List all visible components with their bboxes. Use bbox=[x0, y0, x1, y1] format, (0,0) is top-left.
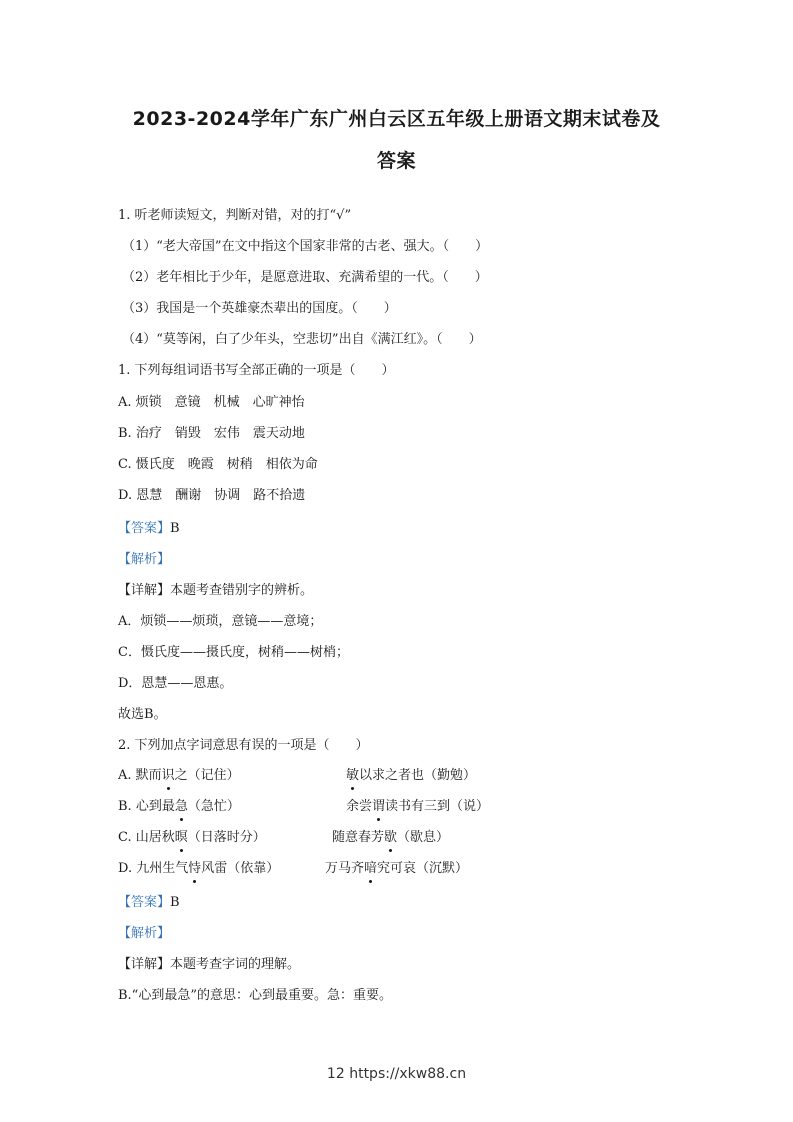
text: C. 山居秋 bbox=[118, 830, 175, 845]
document-title-line-2: 答案 bbox=[376, 150, 416, 172]
question-2-analysis-label: 【解析】 bbox=[118, 926, 171, 941]
question-2-option-c-right bbox=[332, 829, 449, 847]
text: 以求之者也（勤勉） bbox=[359, 768, 477, 783]
detail-text: 本题考查错别字的辨析。 bbox=[170, 583, 314, 598]
text: 随意春芳 bbox=[332, 830, 385, 845]
detail-label: 【详解】 bbox=[118, 957, 171, 972]
question-2-answer bbox=[118, 894, 180, 912]
text: 万马齐 bbox=[325, 861, 365, 876]
question-listen-stem: 1. 听老师读短文，判断对错，对的打“√” bbox=[118, 208, 352, 223]
text: 风雷（依靠） bbox=[201, 861, 280, 876]
question-2-option-b-left bbox=[118, 798, 240, 816]
text: A. 默而 bbox=[118, 768, 162, 783]
text: D. 九州生气 bbox=[118, 861, 189, 876]
footer-url[interactable]: https://xkw88.cn bbox=[349, 1066, 467, 1082]
page-number: 12 bbox=[326, 1066, 345, 1082]
text: 余尝 bbox=[346, 799, 373, 814]
answer-label: 【答案】 bbox=[118, 521, 171, 536]
dotted-char: 谓 bbox=[372, 799, 386, 814]
dotted-char: 喑 bbox=[364, 861, 378, 876]
question-2-option-c-left bbox=[118, 829, 266, 847]
text: （急忙） bbox=[187, 799, 240, 814]
question-2-explanation-line: B.“心到最急”的意思：心到最重要。急：重要。 bbox=[118, 988, 392, 1003]
dotted-char: 暝 bbox=[174, 830, 188, 845]
detail-text: 本题考查字词的理解。 bbox=[170, 957, 301, 972]
dotted-char: 急 bbox=[174, 799, 188, 814]
text: 读书有三到（说） bbox=[385, 799, 490, 814]
answer-value: B bbox=[170, 521, 180, 536]
question-2-detail bbox=[118, 956, 300, 974]
question-2-option-d-right bbox=[325, 860, 468, 878]
question-2-stem: 2. 下列加点字词意思有误的一项是（ ） bbox=[118, 738, 369, 753]
question-2-option-b-right bbox=[346, 798, 489, 816]
question-listen-item: （3）我国是一个英雄豪杰辈出的国度。（ ） bbox=[122, 301, 397, 316]
question-1-answer bbox=[118, 520, 180, 538]
dotted-char: 恃 bbox=[188, 861, 202, 876]
text: 之（记住） bbox=[174, 768, 240, 783]
page-footer bbox=[0, 1066, 793, 1082]
answer-label: 【答案】 bbox=[118, 895, 171, 910]
question-2-option-d-left bbox=[118, 860, 279, 878]
question-1-stem: 1. 下列每组词语书写全部正确的一项是（ ） bbox=[118, 363, 395, 378]
question-1-option-a: A. 烦锁 意镜 机械 心旷神怡 bbox=[118, 395, 305, 410]
text: 究可哀（沉默） bbox=[377, 861, 469, 876]
question-1-explanation-line: D．恩慧——恩惠。 bbox=[118, 676, 233, 691]
question-1-conclusion: 故选B。 bbox=[118, 707, 167, 722]
question-listen-item: （2）老年相比于少年，是愿意进取、充满希望的一代。（ ） bbox=[122, 270, 488, 285]
question-1-option-b: B. 治疗 销毁 宏伟 震天动地 bbox=[118, 426, 305, 441]
document-title-line-1: 2023-2024学年广东广州白云区五年级上册语文期末试卷及 bbox=[132, 108, 661, 130]
text: B. 心到最 bbox=[118, 799, 175, 814]
question-1-detail bbox=[118, 582, 313, 600]
dotted-char: 歇 bbox=[384, 830, 398, 845]
dotted-char: 敏 bbox=[346, 768, 360, 783]
question-2-option-a-left bbox=[118, 767, 240, 785]
question-1-option-d: D. 恩慧 酬谢 协调 路不拾遗 bbox=[118, 488, 306, 503]
detail-label: 【详解】 bbox=[118, 583, 171, 598]
question-1-explanation-line: A．烦锁——烦琐，意镜——意境； bbox=[118, 614, 323, 629]
question-listen-item: （1）“老大帝国”在文中指这个国家非常的古老、强大。（ ） bbox=[122, 239, 489, 254]
text: （日落时分） bbox=[187, 830, 266, 845]
dotted-char: 识 bbox=[161, 768, 175, 783]
question-listen-item: （4）“莫等闲，白了少年头，空悲切”出自《满江红》。（ ） bbox=[122, 332, 482, 347]
text: （歇息） bbox=[397, 830, 450, 845]
answer-value: B bbox=[170, 895, 180, 910]
question-2-option-a-right bbox=[346, 767, 476, 785]
question-1-explanation-line: C．慑氏度——摄氏度，树稍——树梢； bbox=[118, 645, 349, 660]
question-1-option-c: C. 慑氏度 晚霞 树稍 相依为命 bbox=[118, 457, 318, 472]
question-1-analysis-label: 【解析】 bbox=[118, 552, 171, 567]
